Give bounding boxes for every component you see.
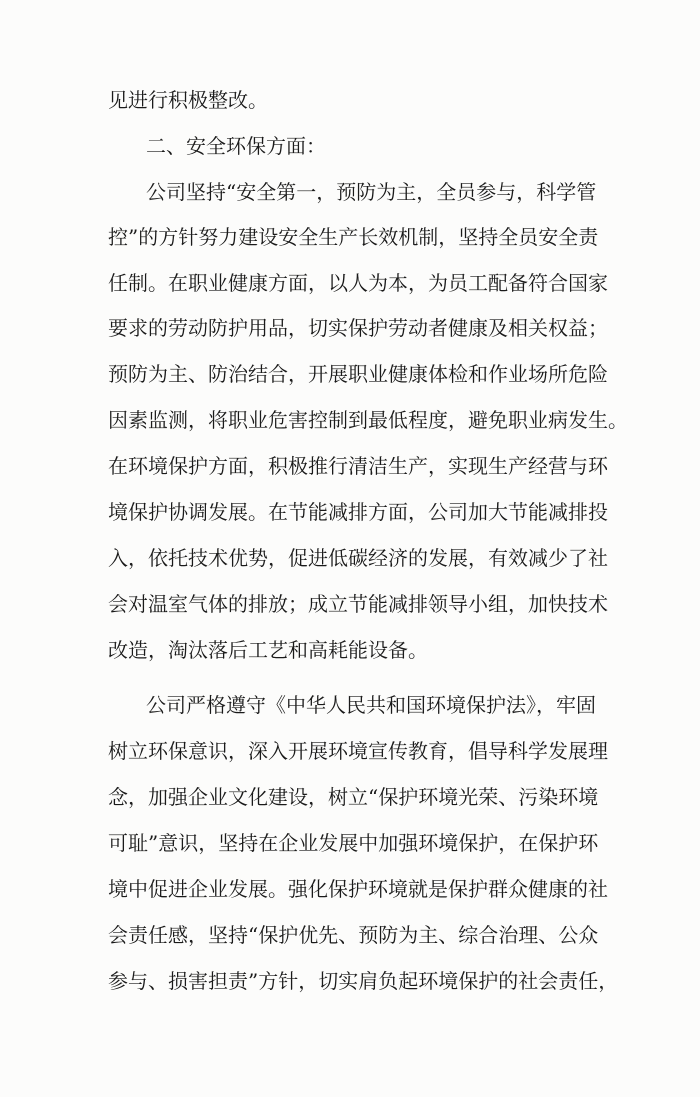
text-line: 境保护协调发展。在节能减排方面，公司加大节能减排投 [108, 500, 608, 524]
text-line: 因素监测，将职业危害控制到最低程度，避免职业病发生。 [108, 408, 628, 432]
text-line: 入，依托技术优势，促进低碳经济的发展，有效减少了社 [108, 546, 608, 570]
text-line: 参与、损害担责”方针，切实肩负起环境保护的社会责任， [108, 969, 619, 993]
text-line: 要求的劳动防护用品，切实保护劳动者健康及相关权益； [108, 316, 608, 340]
text-line: 树立环保意识，深入开展环境宣传教育，倡导科学发展理 [108, 739, 608, 763]
text-line: 会对温室气体的排放；成立节能减排领导小组，加快技术 [108, 592, 608, 616]
text-line: 会责任感，坚持“保护优先、预防为主、综合治理、公众 [108, 923, 599, 947]
text-line: 可耻”意识，坚持在企业发展中加强环境保护，在保护环 [108, 831, 599, 855]
text-line: 公司坚持“安全第一，预防为主，全员参与，科学管 [146, 180, 597, 204]
section-heading: 二、安全环保方面： [146, 134, 326, 158]
text-line: 改造，淘汰落后工艺和高耗能设备。 [108, 638, 428, 662]
text-line: 控”的方针努力建设安全生产长效机制，坚持全员安全责 [108, 225, 599, 249]
text-line: 见进行积极整改。 [108, 88, 268, 112]
text-line: 在环境保护方面，积极推行清洁生产，实现生产经营与环 [108, 454, 608, 478]
text-line: 公司严格遵守《中华人民共和国环境保护法》，牢固 [146, 693, 596, 717]
text-line: 任制。在职业健康方面，以人为本，为员工配备符合国家 [108, 271, 608, 295]
text-line: 预防为主、防治结合，开展职业健康体检和作业场所危险 [108, 362, 608, 386]
text-line: 境中促进企业发展。强化保护环境就是保护群众健康的社 [108, 877, 608, 901]
text-line: 念，加强企业文化建设，树立“保护环境光荣、污染环境 [108, 785, 599, 809]
